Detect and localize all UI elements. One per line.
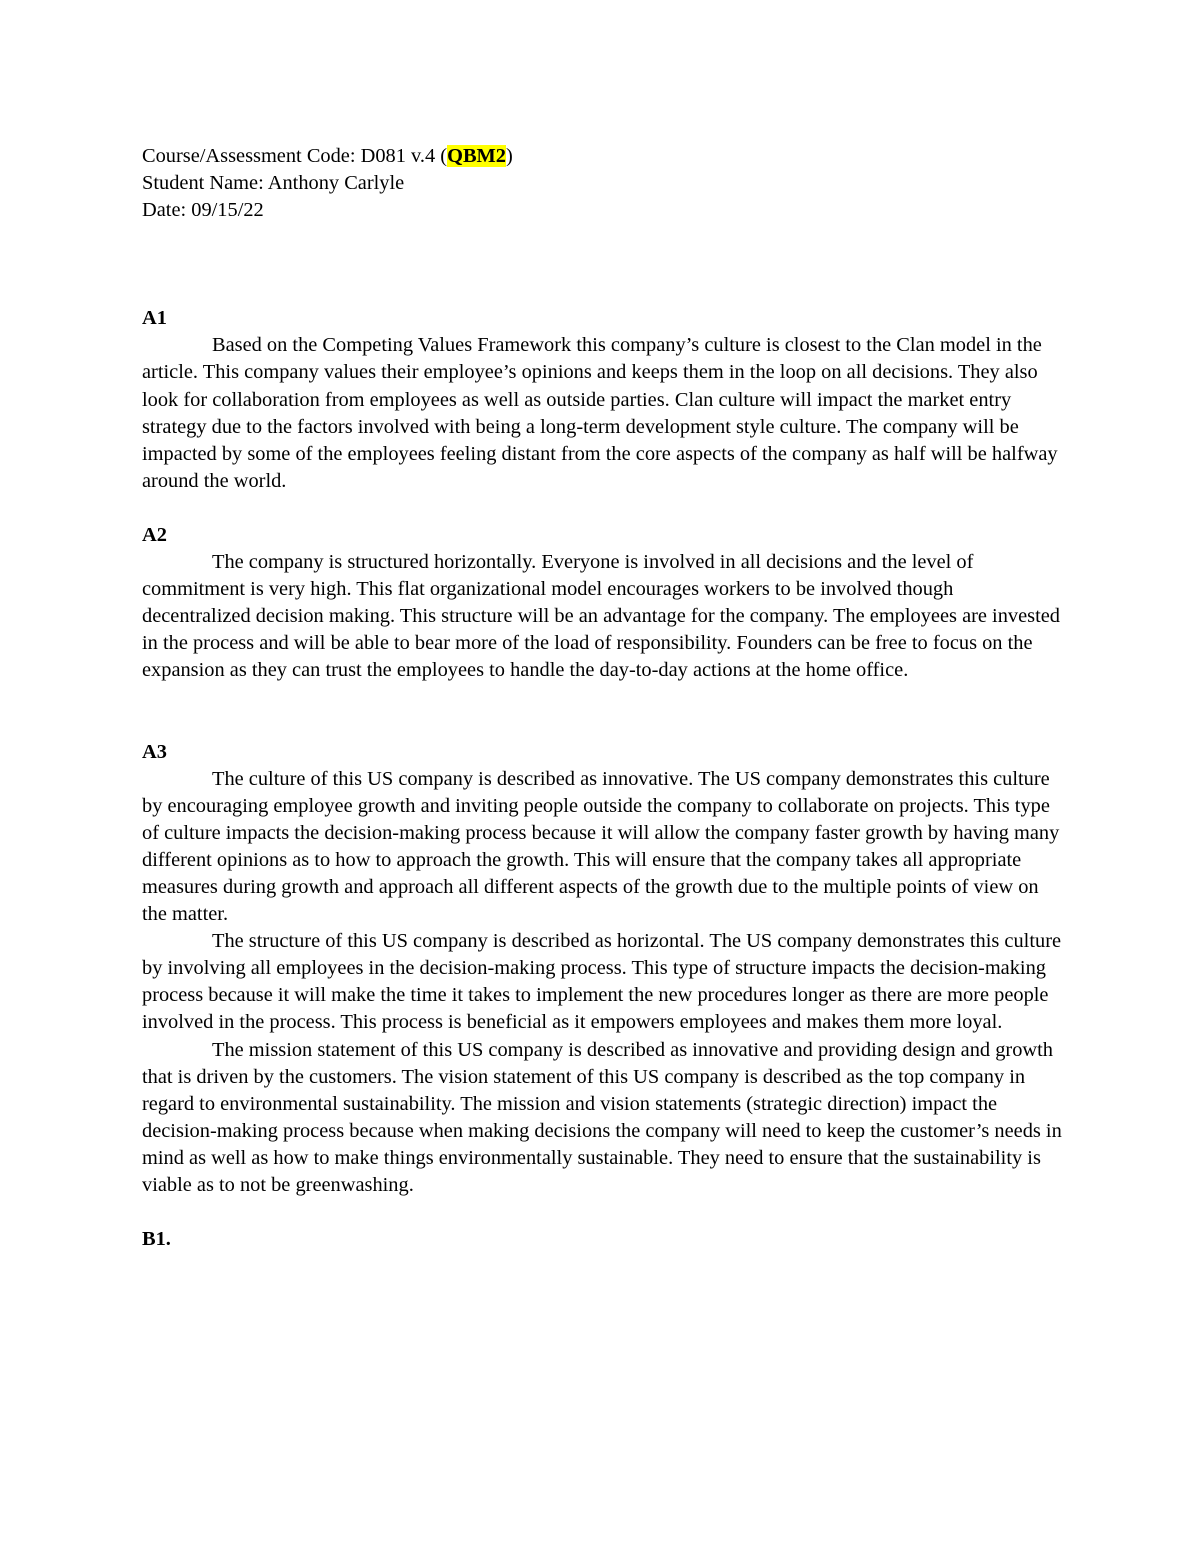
section-heading-b1: B1. <box>142 1228 171 1251</box>
course-code-highlight: QBM2 <box>447 145 506 167</box>
section-a3 <box>142 739 1062 1200</box>
course-code-close: ) <box>506 145 513 167</box>
paragraph-a3-1: The culture of this US company is described as innovative. The US company demonstrates this culture by encouraging employee growth and inviting people outside the company to collaborate on projects. This type of culture impacts the decision-making process because it will allow the company faster growth by having many different opinions as to how to approach the growth. This will ensure that the company takes all appropriate measures during growth and approach all different aspects of the growth due to the multiple points of view on the matter. <box>142 767 1060 926</box>
section-heading-a3: A3 <box>142 740 167 763</box>
section-a2 <box>142 522 1062 685</box>
course-code-label: Course/Assessment Code: D081 v.4 ( <box>142 145 448 167</box>
student-name-line: Student Name: Anthony Carlyle <box>142 172 405 195</box>
course-code-line <box>142 143 1062 170</box>
document-content <box>142 143 1062 1253</box>
section-a1 <box>142 305 1062 495</box>
spacer <box>142 495 1062 522</box>
paragraph-a2-1: The company is structured horizontally. Everyone is involved in all decisions and the level of commitment is very high. This flat organizational model encourages workers to be involved though decentralized decision making. This structure will be an advantage for the company. The employees are invested in the process and will be able to bear more of the load of responsibility. Founders can be free to focus on the expansion as they can trust the employees to handle the day-to-day actions at the home office. <box>142 551 1061 682</box>
paragraph-a3-3: The mission statement of this US company is described as innovative and providing design and growth that is driven by the customers. The vision statement of this US company is described as the top company in regard to environmental sustainability. The mission and vision statements (strategic direction) impact the decision-making process because when making decisions the company will need to keep the customer’s needs in mind as well as how to make things environmentally sustainable. They need to ensure that the sustainability is viable as to not be greenwashing. <box>142 1038 1062 1196</box>
spacer <box>142 224 1062 305</box>
section-heading-a2: A2 <box>142 523 167 546</box>
paragraph-a3-2: The structure of this US company is described as horizontal. The US company demonstrates this culture by involving all employees in the decision-making process. This type of structure impacts the decision-making process because it will make the time it takes to implement the new procedures longer as there are more people involved in the process. This process is beneficial as it empowers employees and makes them more loyal. <box>142 930 1062 1034</box>
spacer <box>142 1199 1062 1226</box>
date-line: Date: 09/15/22 <box>142 199 264 222</box>
section-heading-a1: A1 <box>142 307 167 330</box>
spacer <box>142 685 1062 739</box>
section-b1 <box>142 1226 1062 1253</box>
paragraph-a1-1: Based on the Competing Values Framework this company’s culture is closest to the Clan model in the article. This company values their employee’s opinions and keeps them in the loop on all decisions. They also look for collaboration from employees as well as outside parties. Clan culture will impact the market entry strategy due to the factors involved with being a long-term development style culture. The company will be impacted by some of the employees feeling distant from the core aspects of the company as half will be halfway around the world. <box>142 334 1058 492</box>
